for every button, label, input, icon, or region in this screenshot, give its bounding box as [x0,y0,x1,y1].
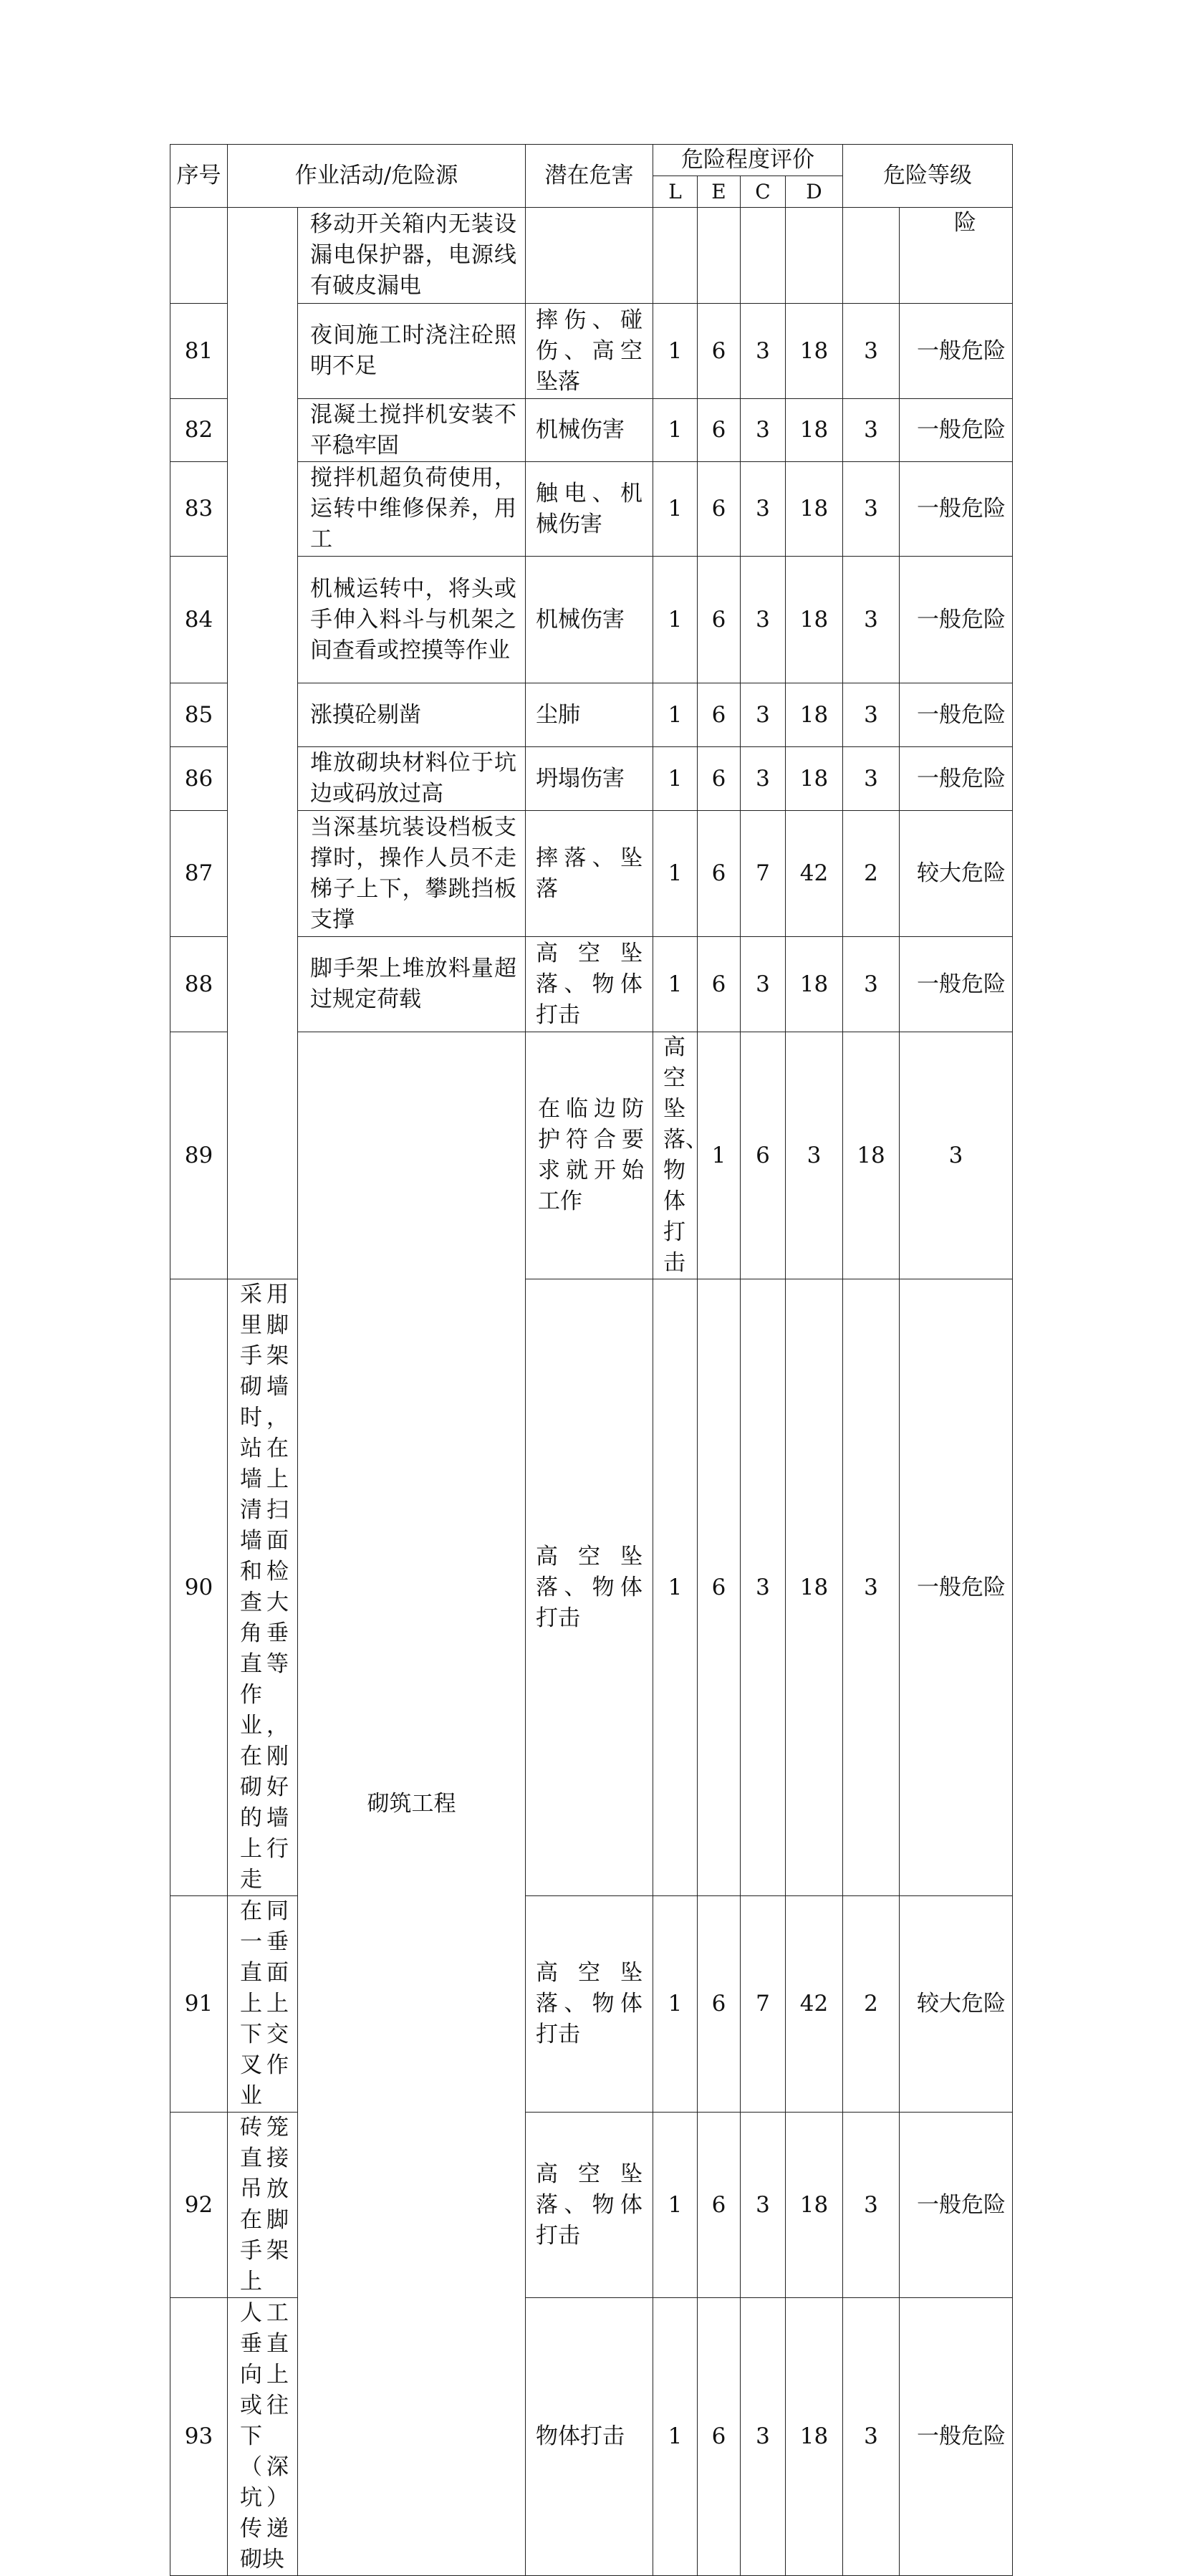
c-cell: 3 [741,747,786,811]
seq-cell: 88 [170,937,228,1032]
activity-cell: 当深基坑装设档板支撑时，操作人员不走梯子上下，攀跳挡板支撑 [298,811,526,937]
grade-cell: 一般危险 [900,304,1013,399]
level-cell: 3 [843,1279,900,1896]
level-cell: 3 [900,1032,1013,1279]
c-cell: 3 [741,937,786,1032]
table-row [170,2113,1013,2298]
l-cell: 1 [653,683,698,747]
hazard-cell: 触电、机械伤害 [526,462,653,557]
seq-cell: 85 [170,683,228,747]
e-cell: 6 [698,811,741,937]
e-cell: 6 [741,1032,786,1279]
e-cell: 6 [698,683,741,747]
hazard-cell [526,208,653,304]
activity-cell: 夜间施工时浇注砼照明不足 [298,304,526,399]
c-cell: 3 [741,1279,786,1896]
d-cell [786,208,843,304]
l-cell: 1 [653,399,698,462]
l-cell: 1 [653,747,698,811]
l-cell: 1 [698,1032,741,1279]
table-row [170,1279,1013,1896]
c-cell: 3 [741,399,786,462]
hazard-cell: 坍塌伤害 [526,747,653,811]
hazard-cell: 高空坠落、物体打击 [526,937,653,1032]
l-cell: 1 [653,462,698,557]
e-cell: 6 [698,557,741,683]
grade-cell: 一般危险 [900,399,1013,462]
c-cell: 3 [741,462,786,557]
hazard-cell: 尘肺 [526,683,653,747]
header-evaluation: 危险程度评价 [653,145,843,176]
d-cell: 18 [786,304,843,399]
grade-cell: 一般危险 [900,747,1013,811]
header-d: D [786,176,843,208]
d-cell: 18 [786,557,843,683]
c-cell [741,208,786,304]
d-cell: 18 [786,2113,843,2298]
e-cell: 6 [698,1279,741,1896]
hazard-cell: 摔落、坠落 [526,811,653,937]
d-cell: 18 [786,399,843,462]
seq-cell: 86 [170,747,228,811]
c-cell: 3 [741,557,786,683]
level-cell: 3 [843,937,900,1032]
table-row [170,1896,1013,2113]
activity-cell: 机械运转中，将头或手伸入料斗与机架之间查看或控摸等作业 [298,557,526,683]
d-cell: 18 [843,1032,900,1279]
activity-cell: 搅拌机超负荷使用，运转中维修保养，用工 [298,462,526,557]
hazard-cell: 摔伤、碰伤、高空坠落 [526,304,653,399]
grade-cell: 一般危险 [900,2113,1013,2298]
seq-cell: 92 [170,2113,228,2298]
seq-cell [170,208,228,304]
header-activity: 作业活动/危险源 [228,145,526,208]
level-cell: 2 [843,811,900,937]
header-c: C [741,176,786,208]
c-cell: 3 [741,683,786,747]
level-cell: 3 [843,304,900,399]
hazard-cell: 高空坠落、物体打击 [526,1896,653,2113]
grade-cell: 一般危险 [900,937,1013,1032]
activity-cell: 人工垂直向上或往下（深坑）传递砌块 [228,2298,298,2576]
d-cell: 18 [786,937,843,1032]
activity-cell: 脚手架上堆放料量超过规定荷载 [298,937,526,1032]
header-level: 危险等级 [843,145,1013,208]
e-cell: 6 [698,1896,741,2113]
seq-cell: 93 [170,2298,228,2576]
level-cell [843,208,900,304]
grade-cell: 一般危险 [900,2298,1013,2576]
c-cell: 3 [786,1032,843,1279]
l-cell: 1 [653,304,698,399]
d-cell: 42 [786,811,843,937]
e-cell: 6 [698,2298,741,2576]
activity-cell: 混凝土搅拌机安装不平稳牢固 [298,399,526,462]
l-cell: 1 [653,2113,698,2298]
l-cell: 1 [653,2298,698,2576]
activity-cell: 堆放砌块材料位于坑边或码放过高 [298,747,526,811]
grade-cell: 一般危险 [900,462,1013,557]
hazard-cell: 高空坠落、物体打击 [653,1032,698,1279]
level-cell: 2 [843,1896,900,2113]
activity-cell: 在同一垂直面上上下交叉作业 [228,1896,298,2113]
header-hazard: 潜在危害 [526,145,653,208]
grade-cell: 一般危险 [900,557,1013,683]
seq-cell: 90 [170,1279,228,1896]
seq-cell: 83 [170,462,228,557]
header-seq: 序号 [170,145,228,208]
seq-cell: 87 [170,811,228,937]
activity-cell: 移动开关箱内无装设漏电保护器，电源线有破皮漏电 [298,208,526,304]
l-cell: 1 [653,1896,698,2113]
level-cell: 3 [843,747,900,811]
l-cell [653,208,698,304]
l-cell: 1 [653,1279,698,1896]
level-cell: 3 [843,399,900,462]
header-e: E [698,176,741,208]
activity-cell: 砖笼直接吊放在脚手架上 [228,2113,298,2298]
c-cell: 7 [741,1896,786,2113]
header-l: L [653,176,698,208]
seq-cell: 82 [170,399,228,462]
d-cell: 42 [786,1896,843,2113]
grade-cell: 一般危险 [900,1279,1013,1896]
level-cell: 3 [843,2298,900,2576]
seq-cell: 84 [170,557,228,683]
e-cell: 6 [698,304,741,399]
e-cell: 6 [698,937,741,1032]
c-cell: 3 [741,304,786,399]
e-cell: 6 [698,462,741,557]
level-cell: 3 [843,2113,900,2298]
d-cell: 18 [786,1279,843,1896]
l-cell: 1 [653,811,698,937]
c-cell: 7 [741,811,786,937]
hazard-cell: 高空坠落、物体打击 [526,1279,653,1896]
d-cell: 18 [786,462,843,557]
c-cell: 3 [741,2298,786,2576]
grade-cell: 较大危险 [900,811,1013,937]
hazard-cell: 高空坠落、物体打击 [526,2113,653,2298]
seq-cell: 89 [170,1032,228,1279]
d-cell: 18 [786,2298,843,2576]
activity-cell: 采用里脚手架砌墙时，站在墙上清扫墙面和检查大角垂直等作业，在刚砌好的墙上行走 [228,1279,298,1896]
category-cell-masonry: 砌筑工程 [298,1032,526,2576]
table-row [170,2298,1013,2576]
e-cell: 6 [698,747,741,811]
level-cell: 3 [843,557,900,683]
table-row-continuation [170,208,1013,304]
l-cell: 1 [653,557,698,683]
level-cell: 3 [843,683,900,747]
hazard-cell: 机械伤害 [526,557,653,683]
risk-assessment-table [170,144,1013,2576]
category-cell-prev [228,208,298,1279]
hazard-cell: 机械伤害 [526,399,653,462]
grade-cell: 较大危险 [900,1896,1013,2113]
grade-cell: 一般危险 [900,683,1013,747]
d-cell: 18 [786,683,843,747]
seq-cell: 81 [170,304,228,399]
d-cell: 18 [786,747,843,811]
e-cell: 6 [698,2113,741,2298]
grade-cell: 险 [900,208,1013,304]
activity-cell: 在临边防护符合要求就开始工作 [526,1032,653,1279]
c-cell: 3 [741,2113,786,2298]
level-cell: 3 [843,462,900,557]
activity-cell: 涨摸砼剔凿 [298,683,526,747]
e-cell [698,208,741,304]
hazard-cell: 物体打击 [526,2298,653,2576]
l-cell: 1 [653,937,698,1032]
e-cell: 6 [698,399,741,462]
seq-cell: 91 [170,1896,228,2113]
